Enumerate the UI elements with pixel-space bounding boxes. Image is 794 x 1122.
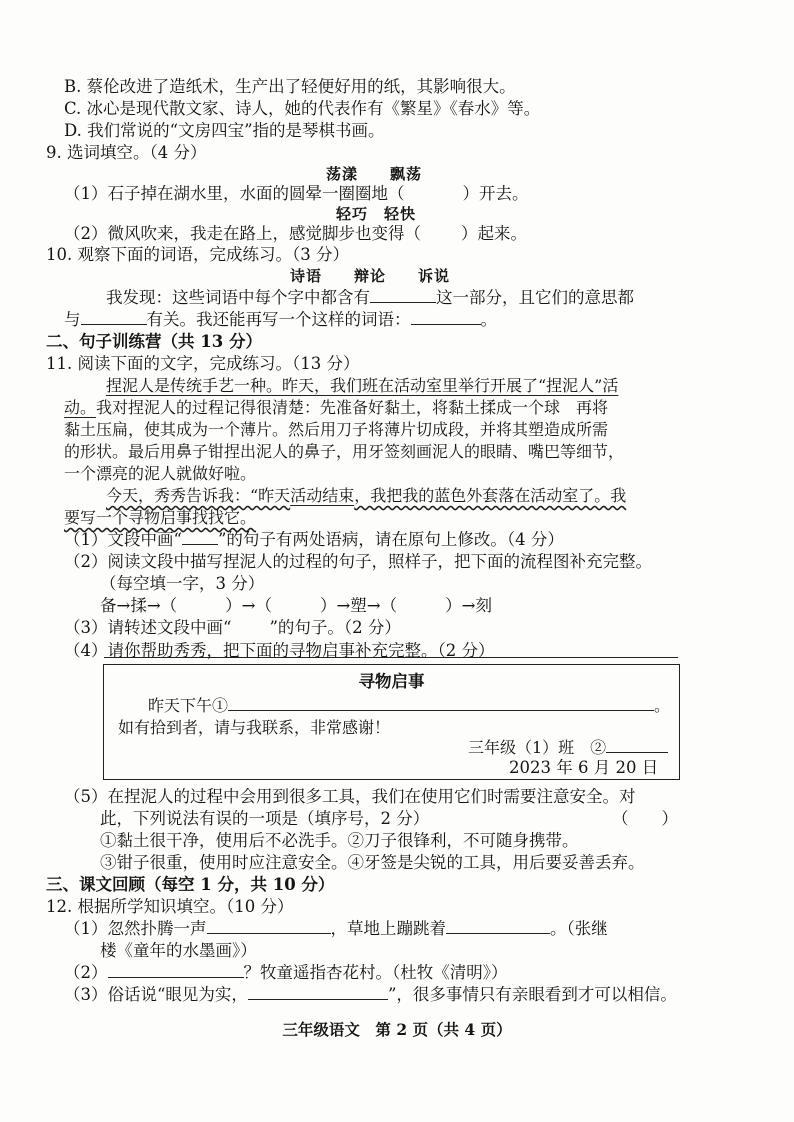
q12-blank-4[interactable] — [248, 985, 388, 1000]
flow-text-d: ）→刻 — [445, 596, 492, 615]
q11-sub-5-line-2: 此，下列说法有误的一项是（填序号，2 分） — [100, 809, 430, 828]
q9-sentence-1 — [64, 183, 529, 205]
passage-line-1 — [106, 375, 618, 397]
flow-text-a: 备→揉→（ — [100, 596, 178, 615]
passage-underlined-sentence-2: 动。 — [64, 398, 97, 417]
q12-s1-text-b: ，草地上蹦跳着 — [330, 919, 446, 938]
q12-blank-1[interactable] — [207, 919, 331, 934]
q11-sub3-text-a: （3）请转述文段中画“ — [64, 618, 232, 637]
q11-sub3-text-b: ”的句子。（2 分） — [269, 618, 401, 637]
q10-blank-3[interactable] — [411, 310, 481, 325]
q12-sentence-3 — [64, 984, 677, 1006]
q11-sub5-answer-paren[interactable]: （ ） — [612, 809, 678, 828]
q9-sentence-2 — [64, 223, 527, 245]
q9-blank-1[interactable] — [405, 185, 463, 199]
q10-l2-text-b: 有关。我还能再写一个这样的词语： — [146, 310, 411, 329]
q11-sub-5-options-2: ③钳子很重，使用时应注意安全。④牙签是尖锐的工具，用后要妥善丢弃。 — [100, 853, 645, 872]
notice-blank-2[interactable] — [606, 738, 668, 753]
notice-blank-1[interactable] — [228, 696, 654, 711]
q11-sub-2: （2）阅读文段中描写捏泥人的过程的句子，照样子，把下面的流程图补充完整。 — [64, 552, 652, 571]
q10-l2-text-a: 与 — [64, 310, 81, 329]
q11-sub-5-options-1: ①黏土很干净，使用后不必洗手。②刀子很锋利，不可随身携带。 — [100, 831, 579, 850]
passage-underlined-sentence-1: 捏泥人是传统手艺一种。昨天，我们班在活动室里举行开展了“捏泥人”活 — [106, 376, 619, 395]
passage-line-2-rest: 我对捏泥人的过程记得很清楚：先准备好黏土，将黏土揉成一个球 再将 — [96, 398, 609, 417]
q9-s2-text-b: ）起来。 — [461, 224, 527, 243]
notice-line-1-end: 。 — [654, 696, 671, 715]
q12-s1-text-c: 。（张继 — [550, 919, 608, 938]
q12-blank-2[interactable] — [446, 919, 550, 934]
passage-line-6 — [106, 485, 626, 507]
underlined-activity-end: 活动结束 — [290, 486, 355, 505]
q12-s3-text-a: （3）俗话说“眼见为实， — [64, 985, 248, 1004]
q9-s1-text-b: ）开去。 — [462, 184, 529, 203]
question-9-title: 9. 选词填空。（4 分） — [46, 143, 207, 162]
passage-line-4: 的形状。最后用鼻子钳捏出泥人的鼻子，用牙签刻画泥人的眼睛、嘴巴等细节， — [64, 442, 625, 461]
notice-date: 2023 年 6 月 20 日 — [509, 758, 659, 777]
q11-sub-3 — [64, 617, 401, 639]
q10-words: 诗语 辩论 诉说 — [290, 267, 451, 285]
q10-l2-text-c: 。 — [480, 310, 497, 329]
q10-line-2 — [64, 309, 497, 331]
q12-sentence-1-source: 楼《童年的水墨画》） — [100, 941, 257, 960]
question-12-title: 12. 根据所学知识填空。（10 分） — [46, 897, 294, 916]
q9-s2-text-a: （2）微风吹来，我走在路上，感觉脚步也变得（ — [64, 224, 421, 243]
q12-sentence-2 — [64, 962, 508, 984]
flow-chart — [100, 595, 492, 617]
section-3-heading: 三、课文回顾（每空 1 分，共 10 分） — [46, 875, 335, 894]
q11-sub1-line-sample — [182, 530, 218, 545]
q9-blank-2[interactable] — [421, 225, 461, 239]
q11-sub-4: （4）请你帮助秀秀，把下面的寻物启事补充完整。（2 分） — [64, 641, 495, 660]
q11-sub1-text-a: （1）文段中画“ — [64, 530, 182, 549]
notice-line-1 — [148, 695, 670, 717]
lost-item-notice-box — [103, 664, 680, 780]
notice-title: 寻物启事 — [358, 672, 425, 691]
q12-blank-3[interactable] — [108, 963, 244, 978]
wavy-quote-part-c: 要写一个寻物启事找找它。 — [64, 508, 257, 527]
q12-s3-text-b: ”，很多事情只有亲眼看到才可以相信。 — [387, 985, 677, 1004]
q10-blank-2[interactable] — [81, 310, 147, 325]
page-footer: 三年级语文 第 2 页（共 4 页） — [282, 1020, 512, 1039]
q9-word-choices-2: 轻巧 轻快 — [336, 205, 417, 223]
q12-sentence-1 — [64, 918, 608, 940]
notice-signature — [468, 737, 668, 759]
wavy-quote-part-a: 今天，秀秀告诉我：“昨天 — [106, 486, 291, 505]
q11-sub-1 — [64, 529, 564, 551]
q9-word-choices-1: 荡漾 飘荡 — [326, 165, 423, 183]
passage-line-7 — [64, 507, 256, 529]
q10-line-1 — [106, 287, 634, 309]
notice-sign-text: 三年级（1）班 ② — [468, 738, 607, 757]
question-11-title: 11. 阅读下面的文字，完成练习。（13 分） — [46, 354, 360, 373]
q12-s2-text-b: ？牧童遥指杏花村。（杜牧《清明》） — [243, 963, 508, 982]
q10-l1-text-a: 我发现：这些词语中每个字中都含有 — [106, 288, 370, 307]
option-c: C. 冰心是现代散文家、诗人，她的代表作有《繁星》《春水》等。 — [64, 99, 541, 118]
passage-line-5: 一个漂亮的泥人就做好啦。 — [64, 464, 257, 483]
wavy-quote-part-b: ，我把我的蓝色外套落在活动室了。我 — [354, 486, 627, 505]
notice-line-1-text: 昨天下午① — [148, 696, 229, 715]
q9-s1-text-a: （1）石子掉在湖水里，水面的圆晕一圈圈地（ — [64, 184, 405, 203]
q10-l1-text-b: 这一部分，且它们的意思都 — [436, 288, 634, 307]
q11-sub-5-line-1: （5）在捏泥人的过程中会用到很多工具，我们在使用它们时需要注意安全。对 — [64, 787, 636, 806]
option-d: D. 我们常说的“文房四宝”指的是琴棋书画。 — [64, 121, 385, 140]
section-2-heading: 二、句子训练营（共 13 分） — [46, 332, 262, 351]
q12-s2-text-a: （2） — [64, 963, 108, 982]
question-10-title: 10. 观察下面的词语，完成练习。（3 分） — [46, 245, 349, 264]
q11-sub-2-note: （每空填一字，3 分） — [100, 574, 265, 593]
passage-line-3: 黏土压扁，使其成为一个薄片。然后用刀子将薄片切成段，并将其塑造成所需 — [64, 420, 609, 439]
flow-text-c: ）→塑→（ — [319, 596, 398, 615]
q11-sub1-text-b: ”的句子有两处语病，请在原句上修改。（4 分） — [217, 530, 564, 549]
notice-line-2: 如有拾到者，请与我联系，非常感谢！ — [118, 718, 391, 737]
passage-line-2 — [64, 397, 608, 419]
flow-text-b: ）→（ — [225, 596, 272, 615]
option-b: B. 蔡伦改进了造纸术，生产出了轻便好用的纸，其影响很大。 — [64, 77, 516, 96]
q10-blank-1[interactable] — [370, 288, 436, 303]
q12-s1-text-a: （1）忽然扑腾一声 — [64, 919, 207, 938]
